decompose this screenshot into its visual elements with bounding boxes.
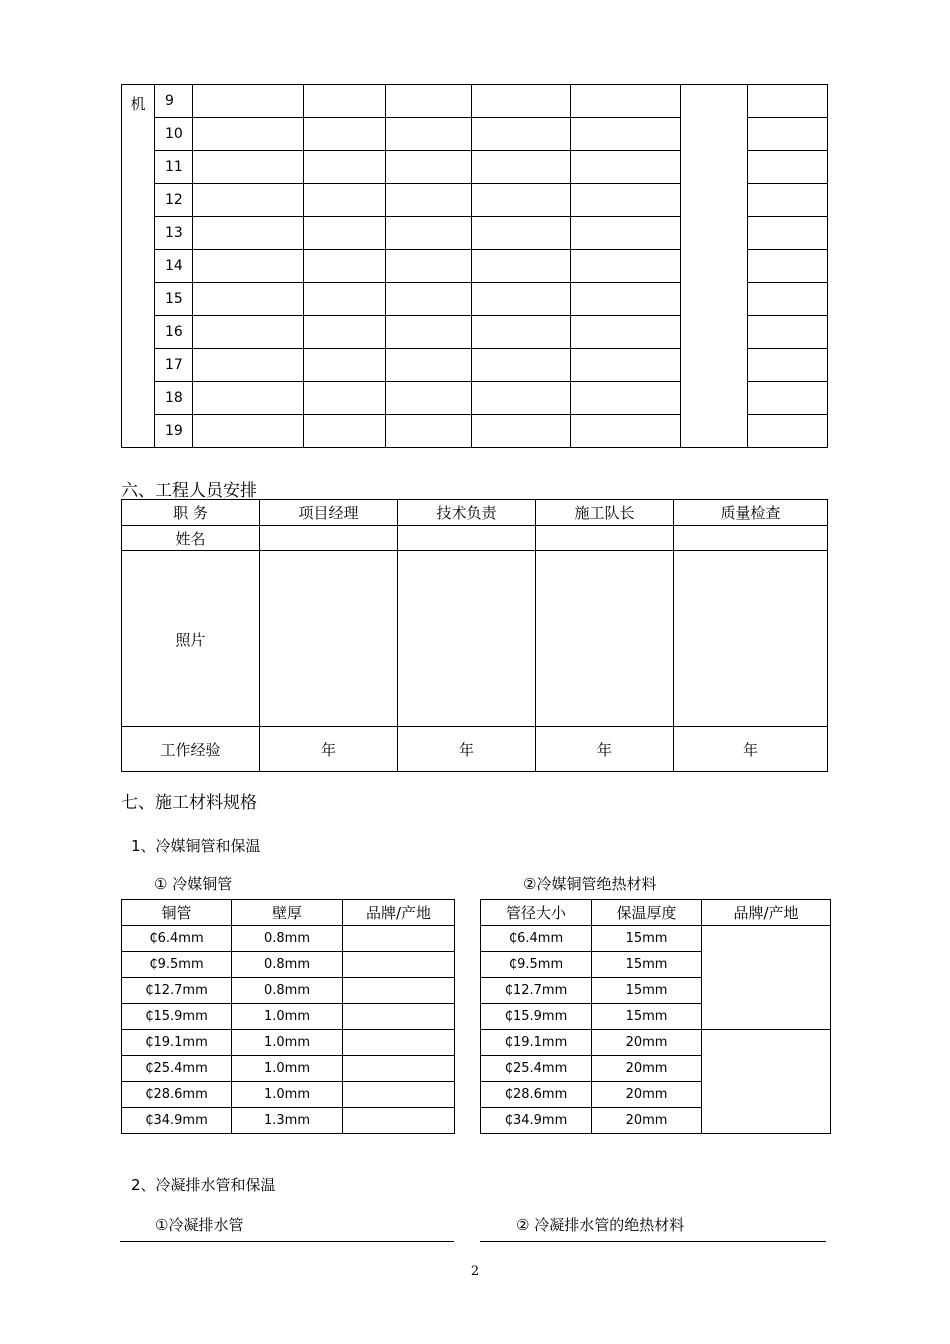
table-cell[interactable] [386, 184, 472, 217]
row-number: 19 [155, 415, 193, 448]
table-cell[interactable] [304, 382, 386, 415]
table-cell[interactable] [304, 217, 386, 250]
table-row [481, 926, 831, 952]
pipe-size: ₵25.4mm [122, 1056, 232, 1082]
pipe-size: ₵19.1mm [122, 1030, 232, 1056]
table-cell[interactable] [748, 184, 828, 217]
staff-photo-row [122, 551, 828, 727]
experience-cell[interactable]: 年 [674, 727, 828, 772]
insulation-thickness: 20mm [592, 1056, 702, 1082]
insulation-thickness: 20mm [592, 1082, 702, 1108]
table-row [122, 926, 455, 952]
table-cell[interactable] [571, 151, 681, 184]
table-cell[interactable] [472, 85, 571, 118]
pipe-size: ₵6.4mm [122, 926, 232, 952]
brand-cell[interactable] [343, 978, 455, 1004]
brand-cell[interactable] [343, 926, 455, 952]
brand-cell[interactable] [343, 1108, 455, 1134]
section7-title: 七、施工材料规格 [121, 793, 257, 813]
table-cell[interactable] [386, 250, 472, 283]
table-cell[interactable] [386, 283, 472, 316]
table-cell[interactable] [748, 382, 828, 415]
table-row [122, 1056, 455, 1082]
table-cell[interactable] [748, 85, 828, 118]
table-cell[interactable] [386, 349, 472, 382]
table-cell[interactable] [193, 316, 304, 349]
table-cell[interactable] [748, 151, 828, 184]
table-cell[interactable] [571, 283, 681, 316]
wall-thickness: 1.0mm [232, 1004, 343, 1030]
insulation-thickness: 20mm [592, 1108, 702, 1134]
pipe-size: ₵9.5mm [481, 952, 592, 978]
table-row [122, 978, 455, 1004]
header-row [481, 900, 831, 926]
table-cell[interactable] [571, 415, 681, 448]
drain-divider [120, 1241, 454, 1242]
drain-insulation-caption: ② 冷凝排水管的绝热材料 [516, 1216, 685, 1234]
pipe-size: ₵15.9mm [122, 1004, 232, 1030]
staff-header-row [122, 500, 828, 526]
pipe-size: ₵34.9mm [481, 1108, 592, 1134]
table-cell[interactable] [472, 283, 571, 316]
table-row [122, 952, 455, 978]
name-cell[interactable] [260, 526, 398, 551]
insulation-caption: ②冷媒铜管绝热材料 [523, 875, 657, 893]
wall-thickness: 0.8mm [232, 952, 343, 978]
table-cell[interactable] [193, 250, 304, 283]
row-number: 17 [155, 349, 193, 382]
table-cell[interactable] [386, 415, 472, 448]
table-cell[interactable] [193, 85, 304, 118]
insulation-thickness: 15mm [592, 1004, 702, 1030]
machine-group-label: 机 [122, 85, 155, 448]
brand-cell[interactable] [343, 952, 455, 978]
table-cell[interactable] [304, 250, 386, 283]
experience-cell[interactable]: 年 [398, 727, 536, 772]
photo-cell[interactable] [536, 551, 674, 727]
table-cell[interactable] [304, 118, 386, 151]
staff-experience-row [122, 727, 828, 772]
staff-table [121, 499, 828, 772]
brand-cell[interactable] [343, 1056, 455, 1082]
table-cell[interactable] [193, 283, 304, 316]
table-cell[interactable] [748, 118, 828, 151]
table-cell[interactable] [193, 382, 304, 415]
staff-header-cell: 职 务 [122, 500, 260, 526]
table-cell[interactable] [472, 184, 571, 217]
item1-heading: 1、冷媒铜管和保温 [131, 837, 261, 855]
pipe-size: ₵19.1mm [481, 1030, 592, 1056]
column-header: 壁厚 [232, 900, 343, 926]
photo-cell[interactable] [674, 551, 828, 727]
pipe-size: ₵25.4mm [481, 1056, 592, 1082]
table-cell[interactable] [304, 85, 386, 118]
row-number: 15 [155, 283, 193, 316]
machine-table [121, 84, 828, 448]
table-cell[interactable] [304, 151, 386, 184]
table-cell[interactable] [386, 85, 472, 118]
column-header: 管径大小 [481, 900, 592, 926]
name-label: 姓名 [122, 526, 260, 551]
table-cell[interactable] [571, 250, 681, 283]
column-header: 品牌/产地 [702, 900, 831, 926]
section6-title: 六、工程人员安排 [121, 481, 257, 501]
table-cell[interactable] [193, 349, 304, 382]
pipe-size: ₵34.9mm [122, 1108, 232, 1134]
table-cell[interactable] [193, 151, 304, 184]
table-row [122, 1004, 455, 1030]
table-cell[interactable] [304, 283, 386, 316]
table-row [122, 85, 828, 118]
table-cell[interactable] [304, 349, 386, 382]
experience-cell[interactable]: 年 [260, 727, 398, 772]
pipe-size: ₵6.4mm [481, 926, 592, 952]
experience-label: 工作经验 [122, 727, 260, 772]
name-cell[interactable] [674, 526, 828, 551]
table-cell[interactable] [386, 151, 472, 184]
table-cell[interactable] [571, 118, 681, 151]
table-cell[interactable] [748, 250, 828, 283]
brand-cell[interactable] [343, 1004, 455, 1030]
table-cell[interactable] [193, 415, 304, 448]
table-cell[interactable] [386, 382, 472, 415]
brand-cell[interactable] [702, 1030, 831, 1134]
table-cell[interactable] [748, 316, 828, 349]
merged-cell[interactable] [681, 85, 748, 448]
table-cell[interactable] [571, 349, 681, 382]
table-row [122, 1108, 455, 1134]
table-cell[interactable] [571, 316, 681, 349]
table-cell[interactable] [472, 349, 571, 382]
table-cell[interactable] [386, 316, 472, 349]
table-cell[interactable] [472, 250, 571, 283]
table-cell[interactable] [304, 415, 386, 448]
table-cell[interactable] [748, 349, 828, 382]
staff-name-row [122, 526, 828, 551]
table-cell[interactable] [386, 217, 472, 250]
wall-thickness: 0.8mm [232, 926, 343, 952]
table-cell[interactable] [193, 217, 304, 250]
brand-cell[interactable] [343, 1030, 455, 1056]
table-row [481, 1030, 831, 1056]
page-number: 2 [470, 1264, 480, 1279]
insulation-thickness: 15mm [592, 952, 702, 978]
pipe-size: ₵12.7mm [481, 978, 592, 1004]
insulation-thickness: 15mm [592, 978, 702, 1004]
table-cell[interactable] [472, 415, 571, 448]
name-cell[interactable] [536, 526, 674, 551]
staff-header-cell: 技术负责 [398, 500, 536, 526]
table-cell[interactable] [472, 151, 571, 184]
row-number: 12 [155, 184, 193, 217]
brand-cell[interactable] [343, 1082, 455, 1108]
photo-cell[interactable] [398, 551, 536, 727]
pipe-size: ₵9.5mm [122, 952, 232, 978]
brand-cell[interactable] [702, 926, 831, 1030]
pipe-size: ₵15.9mm [481, 1004, 592, 1030]
drain-caption: ①冷凝排水管 [155, 1216, 244, 1234]
table-cell[interactable] [748, 415, 828, 448]
pipe-size: ₵12.7mm [122, 978, 232, 1004]
copper-pipe-table [121, 899, 455, 1134]
table-cell[interactable] [571, 184, 681, 217]
wall-thickness: 1.0mm [232, 1056, 343, 1082]
copper-caption: ① 冷媒铜管 [154, 875, 233, 893]
name-cell[interactable] [398, 526, 536, 551]
insulation-table [480, 899, 831, 1134]
header-row [122, 900, 455, 926]
column-header: 品牌/产地 [343, 900, 455, 926]
experience-cell[interactable]: 年 [536, 727, 674, 772]
drain-insulation-divider [480, 1241, 826, 1242]
row-number: 18 [155, 382, 193, 415]
table-cell[interactable] [571, 217, 681, 250]
column-header: 铜管 [122, 900, 232, 926]
table-cell[interactable] [748, 217, 828, 250]
table-cell[interactable] [193, 118, 304, 151]
row-number: 14 [155, 250, 193, 283]
row-number: 11 [155, 151, 193, 184]
wall-thickness: 1.3mm [232, 1108, 343, 1134]
photo-cell[interactable] [260, 551, 398, 727]
table-cell[interactable] [472, 382, 571, 415]
insulation-thickness: 15mm [592, 926, 702, 952]
pipe-size: ₵28.6mm [122, 1082, 232, 1108]
table-cell[interactable] [304, 184, 386, 217]
table-cell[interactable] [386, 118, 472, 151]
staff-header-cell: 施工队长 [536, 500, 674, 526]
item2-heading: 2、冷凝排水管和保温 [131, 1176, 276, 1194]
table-cell[interactable] [472, 316, 571, 349]
column-header: 保温厚度 [592, 900, 702, 926]
staff-header-cell: 质量检查 [674, 500, 828, 526]
row-number: 16 [155, 316, 193, 349]
row-number: 9 [155, 85, 193, 118]
table-cell[interactable] [472, 118, 571, 151]
row-number: 10 [155, 118, 193, 151]
staff-header-cell: 项目经理 [260, 500, 398, 526]
row-number: 13 [155, 217, 193, 250]
table-cell[interactable] [472, 217, 571, 250]
table-cell[interactable] [193, 184, 304, 217]
wall-thickness: 1.0mm [232, 1082, 343, 1108]
table-cell[interactable] [748, 283, 828, 316]
photo-label: 照片 [122, 551, 260, 727]
table-cell[interactable] [571, 85, 681, 118]
wall-thickness: 0.8mm [232, 978, 343, 1004]
table-row [122, 1082, 455, 1108]
pipe-size: ₵28.6mm [481, 1082, 592, 1108]
wall-thickness: 1.0mm [232, 1030, 343, 1056]
insulation-thickness: 20mm [592, 1030, 702, 1056]
table-cell[interactable] [571, 382, 681, 415]
table-cell[interactable] [304, 316, 386, 349]
table-row [122, 1030, 455, 1056]
